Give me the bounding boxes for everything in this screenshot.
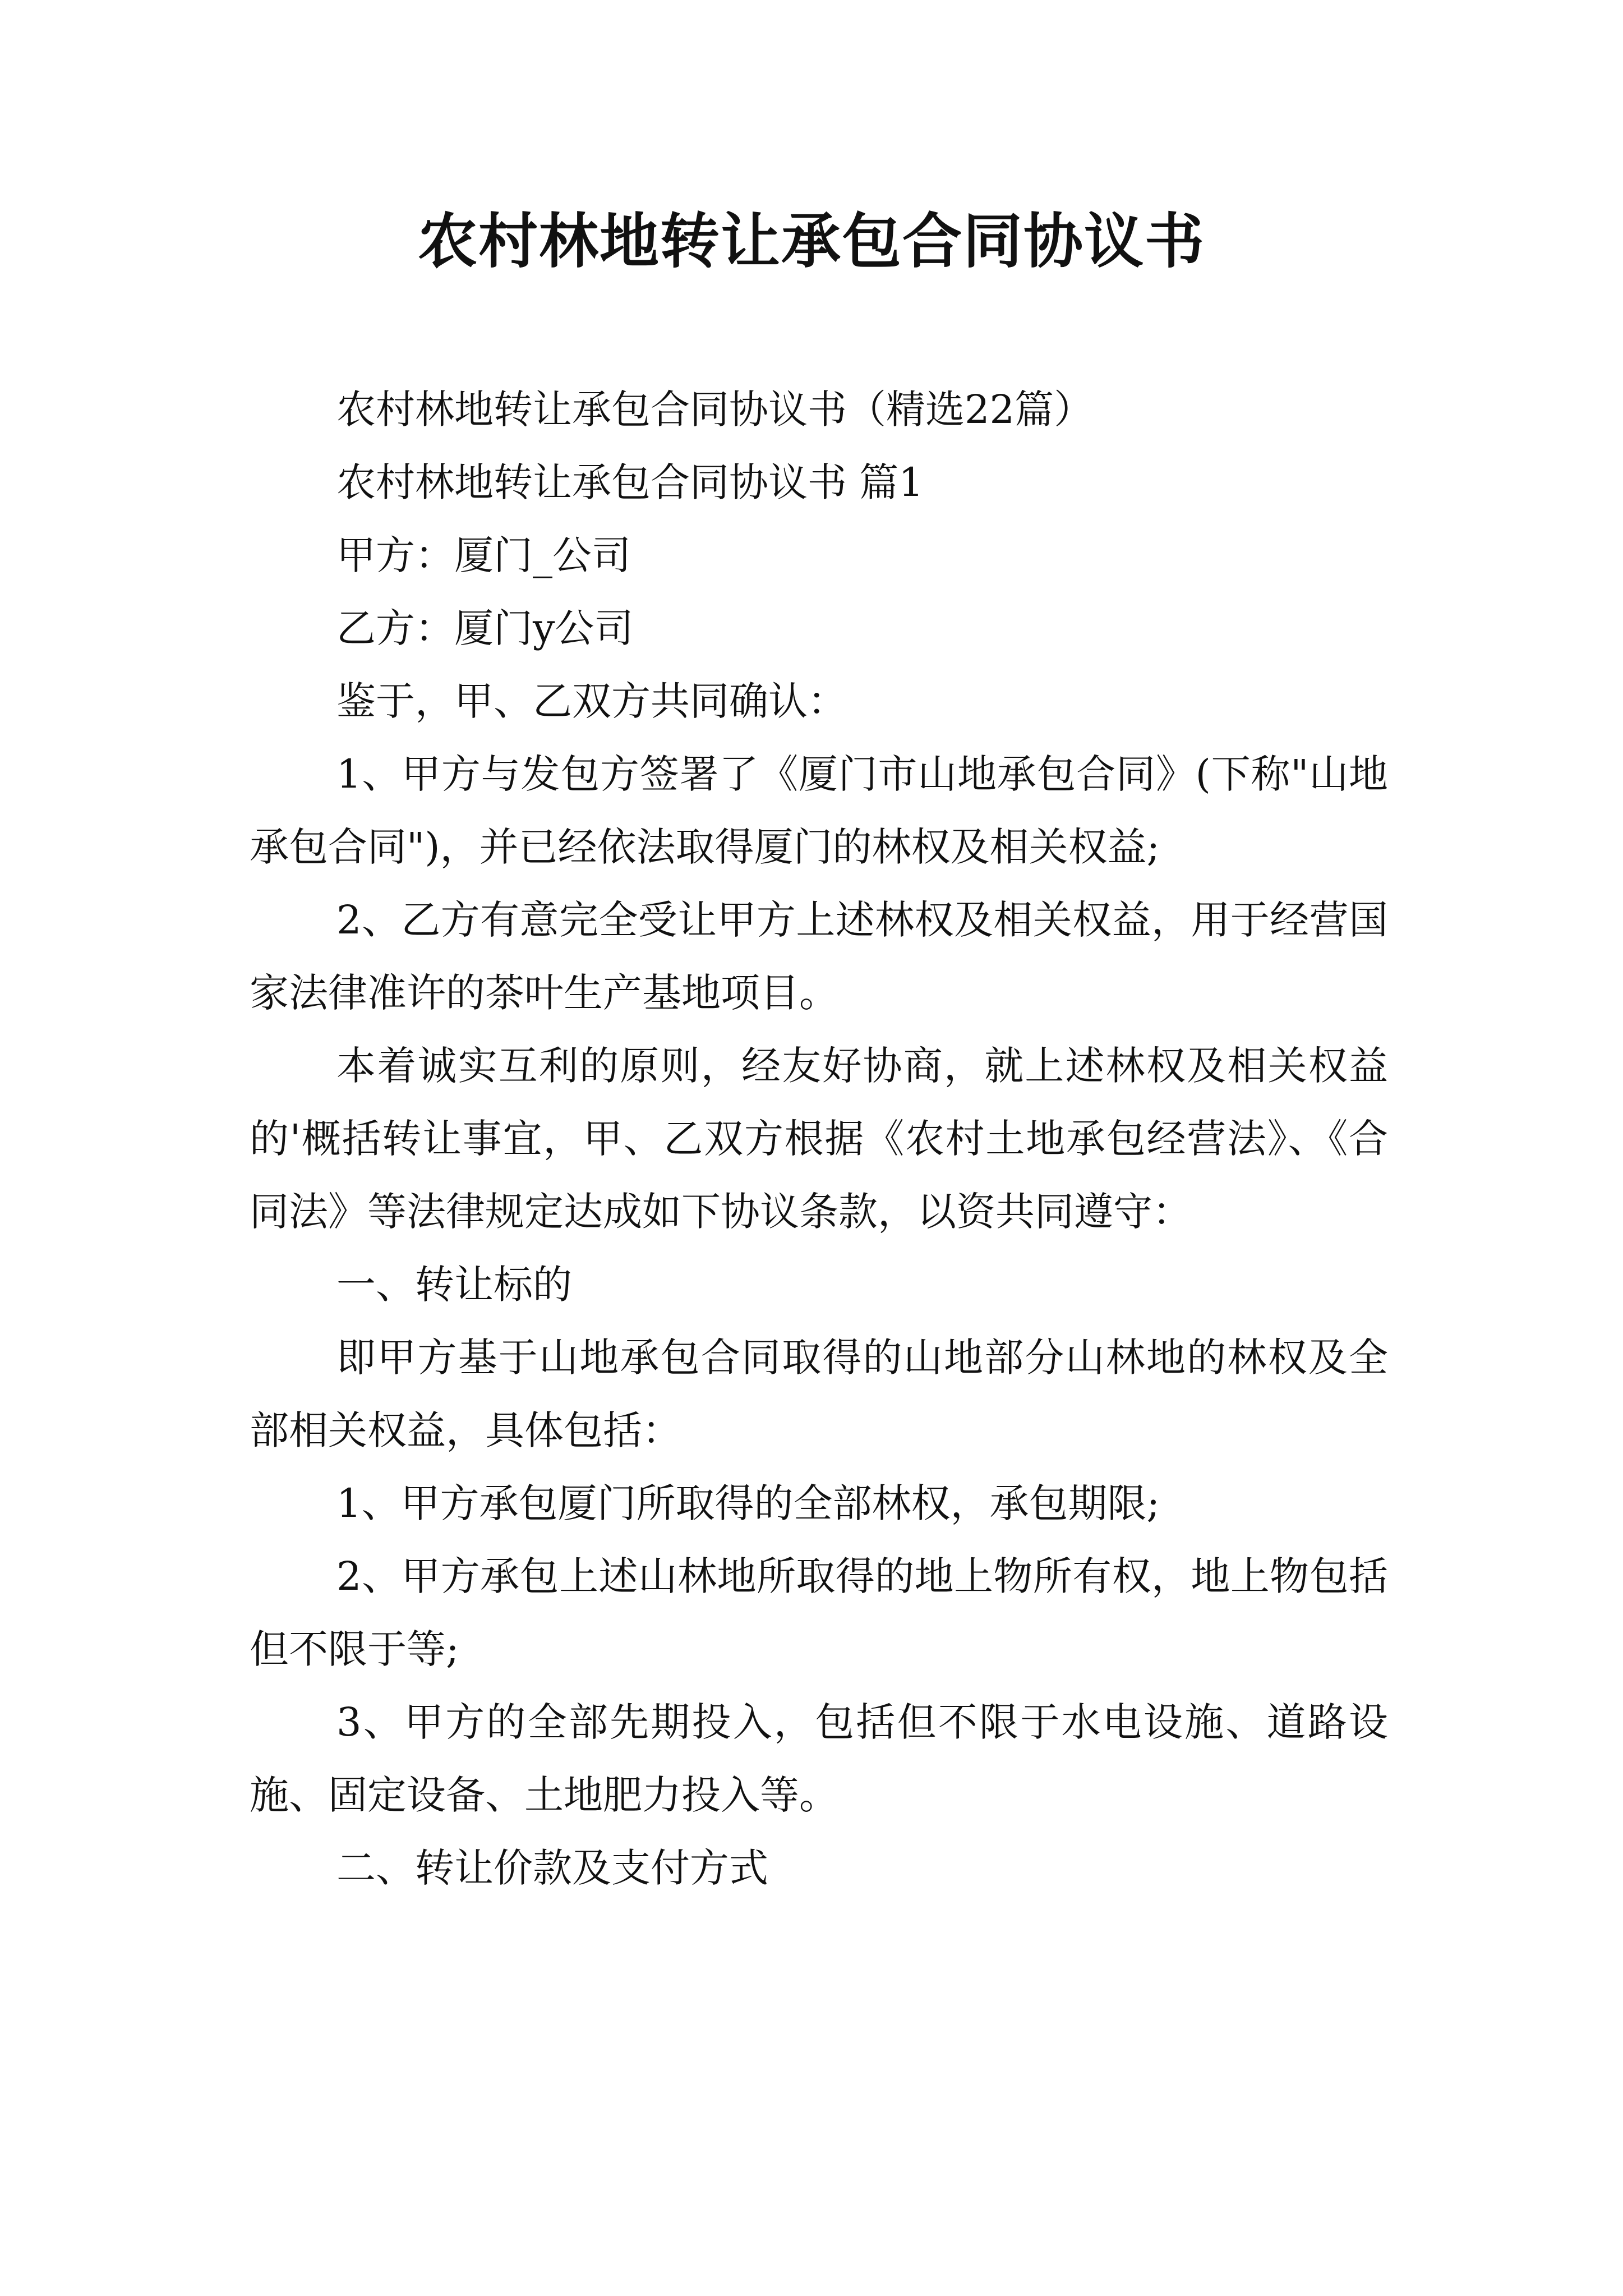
paragraph-party-b: 乙方：厦门y公司 — [336, 605, 634, 651]
paragraph-subject-item-3: 3、甲方的全部先期投入，包括但不限于水电设施、道路设施、固定设备、土地肥力投入等。 — [250, 1699, 1388, 1818]
paragraph-subtitle: 农村林地转让承包合同协议书（精选22篇） — [336, 386, 1094, 432]
section-heading-1: 一、转让标的 — [336, 1262, 572, 1308]
document-body — [250, 373, 1388, 1904]
paragraph-party-a: 甲方：厦门_公司 — [336, 532, 631, 578]
paragraph-recital-1: 1、甲方与发包方签署了《厦门市山地承包合同》(下称"山地承包合同")，并已经依法取得厦门的林权及相关权益; — [250, 751, 1388, 870]
section-heading-2: 二、转让价款及支付方式 — [336, 1845, 768, 1891]
document-title: 农村林地转让承包合同协议书 — [418, 206, 1205, 276]
paragraph-subject-item-2: 2、甲方承包上述山林地所取得的地上物所有权，地上物包括但不限于等; — [250, 1553, 1388, 1672]
paragraph-principle: 本着诚实互利的原则，经友好协商，就上述林权及相关权益的'概括转让事宜，甲、乙双方根据《农村土地承包经营法》、《合同法》等法律规定达成如下协议条款，以资共同遵守： — [250, 1043, 1388, 1235]
paragraph-subject-item-1: 1、甲方承包厦门所取得的全部林权，承包期限; — [336, 1480, 1160, 1526]
paragraph-whereas: 鉴于，甲、乙双方共同确认： — [336, 678, 847, 724]
paragraph-subject-intro: 即甲方基于山地承包合同取得的山地部分山林地的林权及全部相关权益，具体包括： — [250, 1335, 1388, 1453]
paragraph-recital-2: 2、乙方有意完全受让甲方上述林权及相关权益，用于经营国家法律准许的茶叶生产基地项目。 — [250, 897, 1388, 1016]
paragraph-chapter-heading: 农村林地转让承包合同协议书 篇1 — [336, 459, 924, 505]
